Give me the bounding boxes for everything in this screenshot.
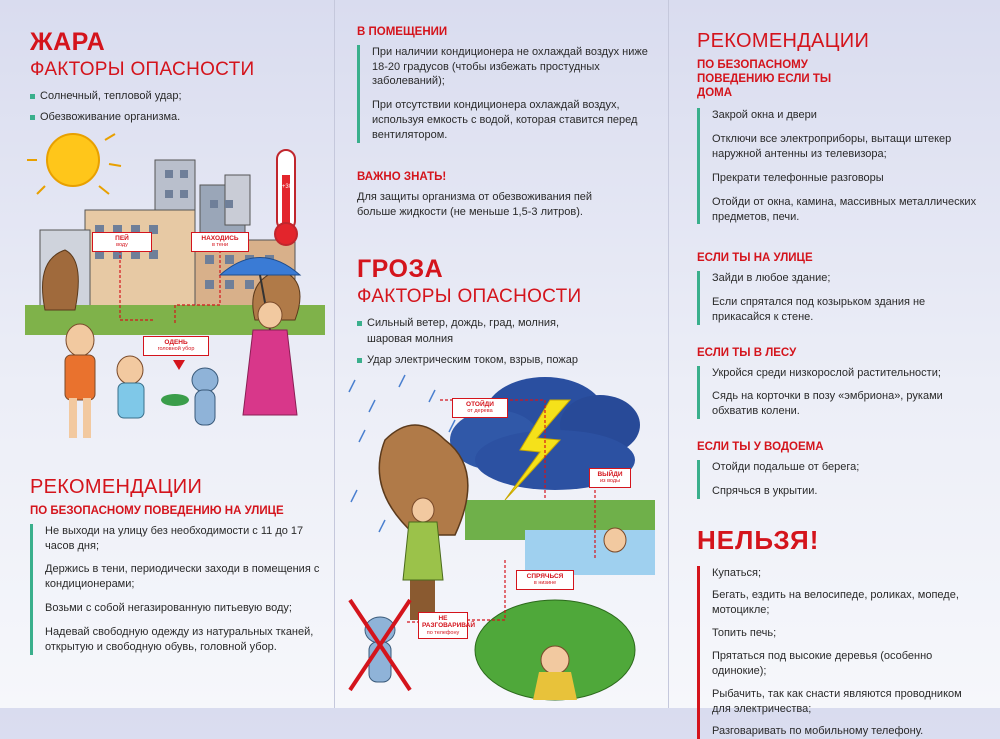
list-item: Если спрятался под козырьком здания не прикасайся к стене. <box>712 296 926 323</box>
list-item: Рыбачить, так как снасти являются проводником для электричества; <box>712 687 962 715</box>
rec-title: РЕКОМЕНДАЦИИ <box>697 30 870 52</box>
rec-forest-title: ЕСЛИ ТЫ В ЛЕСУ <box>697 346 797 359</box>
list-item: При наличии кондиционера не охлаждай воздух ниже 18-20 градусов (чтобы избежать простудных заболеваний); <box>372 45 648 88</box>
indoor-title: В ПОМЕЩЕНИИ <box>357 26 448 38</box>
label-sub: по телефону <box>426 629 460 636</box>
list-item: Отключи все электроприборы, вытащи штекер наружной антенны из телевизора; <box>712 133 952 161</box>
heat-rec-title: РЕКОМЕНДАЦИИ <box>30 476 203 498</box>
list-item: Сядь на корточки в позу «эмбриона», руками обхватив колени. <box>712 390 943 418</box>
list-item: Топить печь; <box>712 627 777 640</box>
list-item: Прекрати телефонные разговоры <box>712 171 884 184</box>
thermometer-reading: +30 <box>281 184 293 190</box>
label-main: ОТОЙДИ <box>466 401 494 408</box>
list-item: Не выходи на улицу без необходимости с 11 до 17 часов дня; <box>45 524 304 552</box>
label-wear-hat <box>143 336 209 356</box>
storm-title: ГРОЗА <box>357 255 444 284</box>
list-item: Купаться; <box>712 566 762 579</box>
heat-recommendations <box>30 476 320 664</box>
label-sub: от дерева <box>467 408 493 415</box>
forbidden-title: НЕЛЬЗЯ! <box>697 524 820 555</box>
list-item: При отсутствии кондиционера охлаждай воздух, используя емкость с водой, которая ставится перед вентилятором. <box>372 99 638 142</box>
rec-street-list <box>697 271 978 325</box>
list-item: Держись в тени, периодически заходи в помещения с кондиционерами; <box>45 563 320 591</box>
label-main: ОДЕНЬ <box>164 339 188 346</box>
label-sub: головной убор <box>157 346 195 353</box>
label-no-phone <box>418 612 475 639</box>
label-main: НАХОДИСЬ <box>201 235 239 242</box>
label-main: НЕ РАЗГОВАРИВАЙ <box>422 615 475 630</box>
label-main: ПЕЙ <box>115 235 129 242</box>
indoor-list <box>357 45 652 143</box>
list-item: Солнечный, тепловой удар; <box>30 89 311 104</box>
important-title: ВАЖНО ЗНАТЬ! <box>357 170 447 183</box>
label-main: ВЫЙДИ <box>597 471 623 478</box>
rec-water-title: ЕСЛИ ТЫ У ВОДОЕМА <box>697 441 824 454</box>
rec-water-list <box>697 460 978 499</box>
important-text: Для защиты организма от обезвоживания пей больше жидкости (не меньше 1,5-3 литров). <box>357 190 593 218</box>
list-item: Спрячься в укрытии. <box>712 484 818 497</box>
sun-icon <box>27 130 121 194</box>
list-item: Сильный ветер, дождь, град, молния, шаровая молния <box>357 316 607 347</box>
rec-home-title: ПО БЕЗОПАСНОМУ ПОВЕДЕНИЮ ЕСЛИ ТЫ ДОМА <box>697 59 832 99</box>
label-stay-shade <box>191 232 249 252</box>
label-exit-water <box>589 468 631 488</box>
list-item: Зайди в любое здание; <box>712 272 831 285</box>
list-item: Прятаться под высокие деревья (особенно одинокие); <box>712 649 933 677</box>
forbidden-list <box>697 566 978 739</box>
list-item: Обезвоживание организма. <box>30 110 311 125</box>
thermometer-icon <box>275 150 297 245</box>
list-item: Укройся среди низкорослой растительности; <box>712 366 941 379</box>
storm-subtitle: ФАКТОРЫ ОПАСНОСТИ <box>357 286 582 308</box>
label-move-from-tree <box>452 398 508 418</box>
label-drink-water <box>92 232 152 252</box>
heat-title: ЖАРА <box>30 28 106 56</box>
label-sub: в тени <box>211 242 229 249</box>
rec-forest-list <box>697 366 978 420</box>
list-item: Отойди подальше от берега; <box>712 460 860 473</box>
label-main: СПРЯЧЬСЯ <box>526 573 564 580</box>
list-item: Закрой окна и двери <box>712 109 817 122</box>
label-sub: воду <box>116 242 128 249</box>
list-item: Разговаривать по мобильному телефону. <box>712 725 924 738</box>
list-item: Удар электрическим током, взрыв, пожар <box>357 353 607 368</box>
heat-rec-subtitle: ПО БЕЗОПАСНОМУ ПОВЕДЕНИЮ НА УЛИЦЕ <box>30 505 284 517</box>
list-item: Надевай свободную одежду из натуральных тканей, открытую и свободную обувь, головной убор. <box>45 626 314 653</box>
label-sub: в низине <box>533 580 557 587</box>
heat-illustration <box>25 130 325 450</box>
label-hide-lowland <box>516 570 574 590</box>
list-item: Возьми с собой негазированную питьевую воду; <box>45 602 292 615</box>
storm-recommendations-column <box>668 0 1000 738</box>
label-sub: из воды <box>599 478 621 485</box>
heat-factors-list <box>30 89 311 126</box>
list-item: Отойди от окна, камина, массивных металлических предметов, печи. <box>712 195 977 223</box>
rec-home-list <box>697 108 978 224</box>
heat-rec-list <box>30 524 320 655</box>
list-item: Бегать, ездить на велосипеде, роликах, мопеде, мотоцикле; <box>712 589 959 617</box>
heat-subtitle: ФАКТОРЫ ОПАСНОСТИ <box>30 59 255 80</box>
rec-street-title: ЕСЛИ ТЫ НА УЛИЦЕ <box>697 252 813 265</box>
